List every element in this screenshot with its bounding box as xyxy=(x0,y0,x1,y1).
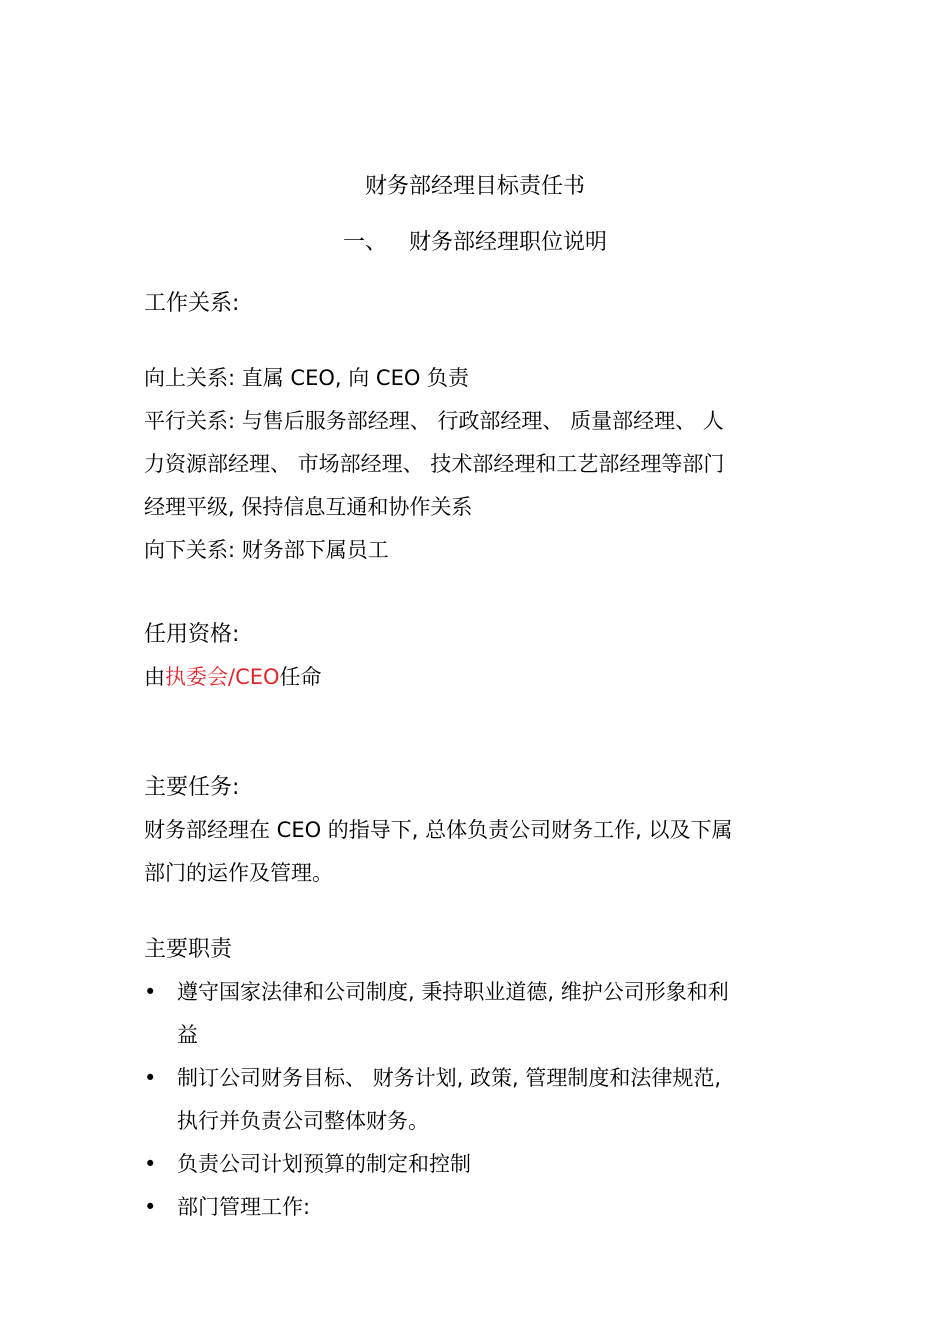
work-relations-content xyxy=(144,357,814,572)
section-number: 一、 xyxy=(342,230,387,255)
parallel-relation-line: 力资源部经理、 市场部经理、 技术部经理和工艺部经理等部门 xyxy=(144,452,725,476)
downward-relation: 向下关系: 财务部下属员工 xyxy=(144,538,389,562)
main-task-section xyxy=(144,766,814,895)
section-heading xyxy=(0,228,950,258)
bullet-icon: • xyxy=(144,1195,157,1219)
parallel-relation-line: 经理平级, 保持信息互通和协作关系 xyxy=(144,495,473,519)
upward-relation: 向上关系: 直属 CEO, 向 CEO 负责 xyxy=(144,366,470,390)
qualification-suffix: 任命 xyxy=(279,665,322,689)
work-relations-section xyxy=(144,282,814,325)
qualification-heading: 任用资格: xyxy=(144,622,240,647)
bullet-icon: • xyxy=(144,1066,157,1090)
bullet-icon: • xyxy=(144,980,157,1004)
duty-line: 制订公司财务目标、 财务计划, 政策, 管理制度和法律规范, xyxy=(177,1066,722,1090)
main-task-heading: 主要任务: xyxy=(144,775,240,800)
duty-line: 遵守国家法律和公司制度, 秉持职业道德, 维护公司形象和利 xyxy=(177,980,729,1004)
main-duties-heading: 主要职责 xyxy=(144,937,233,962)
parallel-relation-line: 平行关系: 与售后服务部经理、 行政部经理、 质量部经理、 人 xyxy=(144,409,724,433)
duty-item xyxy=(144,1057,814,1143)
bullet-icon: • xyxy=(144,1152,157,1176)
work-relations-heading: 工作关系: xyxy=(144,291,240,316)
duty-item xyxy=(144,1143,814,1186)
duty-item xyxy=(144,971,814,1057)
duty-line: 负责公司计划预算的制定和控制 xyxy=(177,1152,471,1176)
duties-list xyxy=(144,971,814,1229)
duty-line: 益 xyxy=(177,1023,198,1047)
main-duties-section xyxy=(144,928,814,1229)
qualification-appointer: 执委会/CEO xyxy=(165,665,280,689)
main-task-line: 财务部经理在 CEO 的指导下, 总体负责公司财务工作, 以及下属 xyxy=(144,818,733,842)
document-title: 财务部经理目标责任书 xyxy=(364,174,585,199)
qualification-text xyxy=(144,656,814,699)
main-task-line: 部门的运作及管理。 xyxy=(144,861,333,885)
duty-item xyxy=(144,1186,814,1229)
section-title: 财务部经理职位说明 xyxy=(409,230,608,255)
duty-line: 执行并负责公司整体财务。 xyxy=(177,1109,429,1133)
qualification-section xyxy=(144,613,814,699)
duty-line: 部门管理工作: xyxy=(177,1195,311,1219)
qualification-prefix: 由 xyxy=(144,665,165,689)
